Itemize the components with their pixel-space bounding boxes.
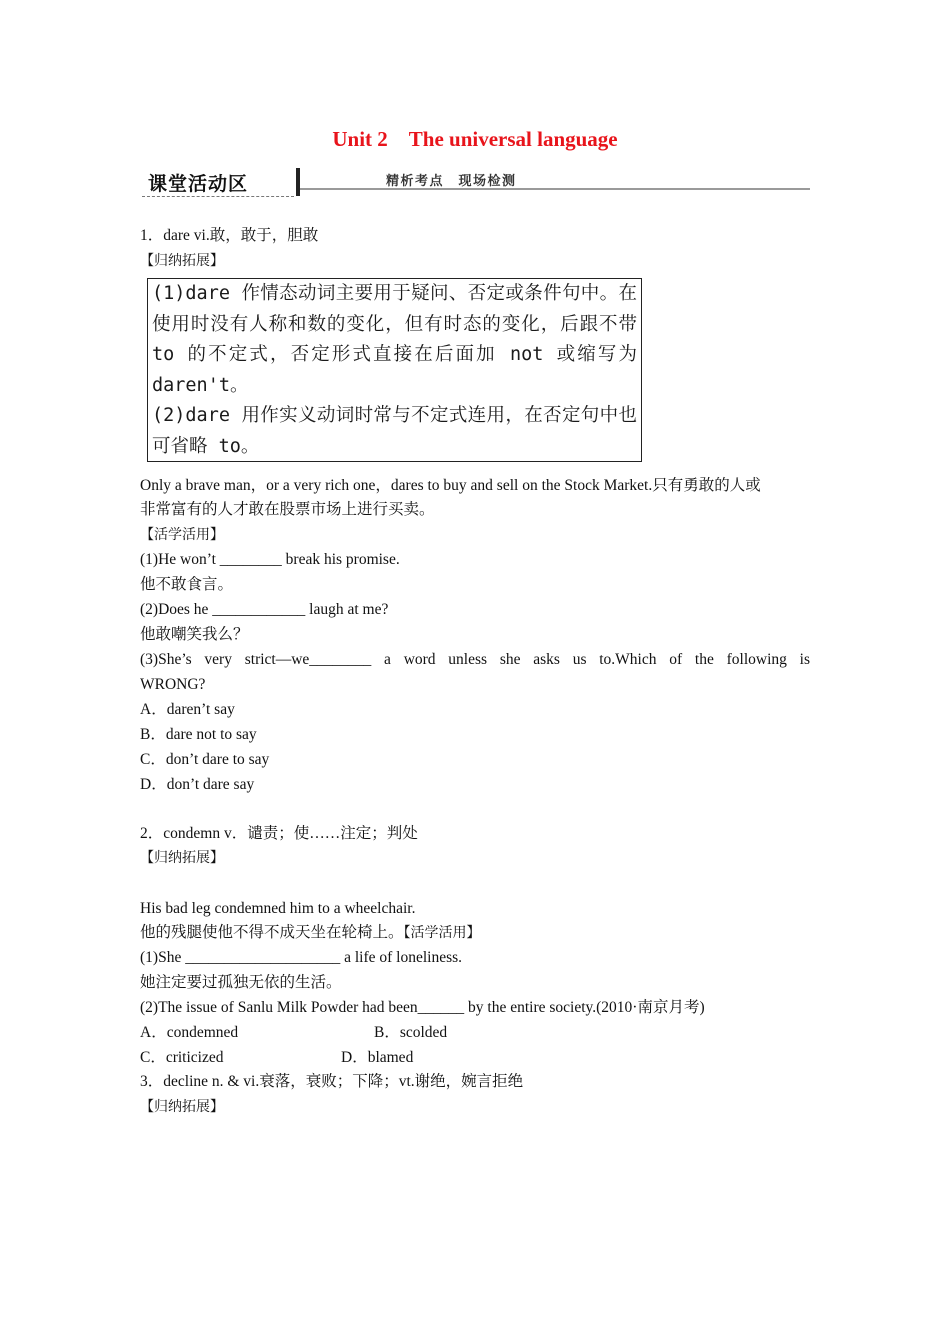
summary-tag: 【归纳拓展】 [140, 253, 224, 269]
grammar-note-box [147, 278, 642, 462]
answer-option-d: D．don’t dare say [140, 776, 255, 793]
banner-dashed-underline [142, 196, 294, 197]
answer-option-b: B．scolded [374, 1024, 448, 1041]
exercise-question: (2)The issue of Sanlu Milk Powder had been______ by the entire society.(2010·南京月考) [140, 999, 705, 1016]
summary-tag: 【归纳拓展】 [140, 1099, 224, 1115]
exercise-question: (3)She’s very strict—we________ a word unless she asks us to.Which of the following is [140, 651, 810, 668]
banner-divider-bar [296, 168, 300, 196]
exercise-question-continued: WRONG? [140, 676, 206, 693]
example-sentence: Only a brave man，or a very rich one，dares to buy and sell on the Stock Market.只有勇敢的人或 [140, 477, 761, 494]
page-title: Unit 2 The universal language [332, 127, 618, 151]
exercise-translation: 他不敢食言。 [140, 576, 234, 593]
answer-option-a: A．daren’t say [140, 701, 235, 718]
exercise-question: (1)He won’t ________ break his promise. [140, 551, 400, 568]
practice-tag: 【活学活用】 [140, 527, 224, 543]
example-sentence: His bad leg condemned him to a wheelchair. [140, 900, 416, 917]
exercise-translation: 她注定要过孤独无依的生活。 [140, 974, 342, 991]
item-heading-condemn: 2．condemn v．谴责；使……注定；判处 [140, 825, 418, 842]
item-heading-dare: 1．dare vi.敢，敢于，胆敢 [140, 227, 319, 244]
banner-main-text: 课堂活动区 [148, 173, 249, 195]
answer-option-d: D．blamed [341, 1049, 414, 1066]
summary-tag: 【归纳拓展】 [140, 850, 224, 866]
example-translation: 非常富有的人才敢在股票市场上进行买卖。 [140, 501, 435, 518]
item-heading-decline: 3．decline n. & vi.衰落，衰败；下降；vt.谢绝，婉言拒绝 [140, 1073, 524, 1090]
grammar-note-paragraph: (1)dare 作情态动词主要用于疑问、否定或条件句中。在使用时没有人称和数的变化，但有时态的变化，后跟不带 to 的不定式，否定形式直接在后面加 not 或缩写为 daren't。 [152, 283, 637, 396]
banner-rule [300, 188, 810, 190]
grammar-note-paragraph: (2)dare 用作实义动词时常与不定式连用，在否定句中也可省略 to。 [152, 405, 637, 457]
example-translation-with-tag [140, 923, 481, 943]
exercise-question: (2)Does he ____________ laugh at me? [140, 601, 389, 618]
banner-subtitle: 精析考点 现场检测 [386, 174, 517, 189]
exercise-translation: 他敢嘲笑我么？ [140, 626, 249, 643]
example-translation: 他的残腿使他不得不成天坐在轮椅上。 [140, 924, 404, 941]
answer-option-a: A．condemned [140, 1024, 239, 1041]
practice-tag: 【活学活用】 [403, 925, 481, 941]
answer-option-b: B．dare not to say [140, 726, 257, 743]
answer-option-c: C．criticized [140, 1049, 224, 1066]
exercise-question: (1)She ____________________ a life of loneliness. [140, 949, 463, 966]
section-banner [142, 166, 812, 200]
answer-option-c: C．don’t dare to say [140, 751, 270, 768]
